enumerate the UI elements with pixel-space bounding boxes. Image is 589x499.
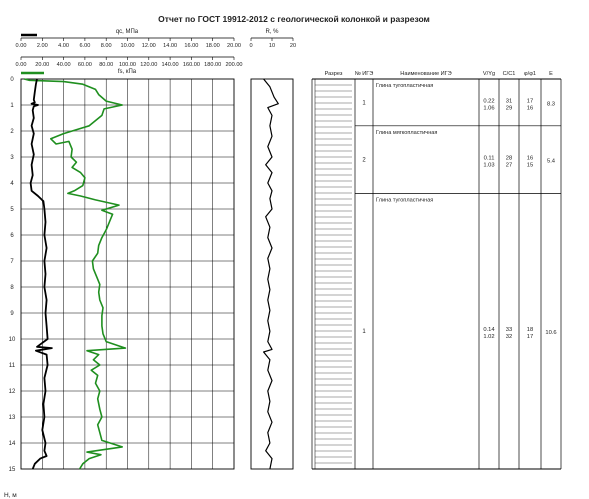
section-value-v: 0.11 bbox=[483, 155, 495, 162]
r-tick-label: 0 bbox=[249, 43, 253, 49]
depth-tick-label: 4 bbox=[10, 181, 14, 187]
qc-tick-label: 6.00 bbox=[79, 43, 91, 49]
section-value-c1: 32 bbox=[505, 334, 513, 341]
section-value-e: 5.4 bbox=[546, 158, 556, 165]
section-value-phi: 17 bbox=[526, 98, 534, 105]
qc-tick-label: 12.00 bbox=[141, 43, 156, 49]
report-title: Отчет по ГОСТ 19912-2012 с геологической колонкой и разрезом bbox=[158, 14, 430, 24]
r-axis-label: R, % bbox=[265, 29, 279, 35]
qc-axis-label: qc, МПа bbox=[115, 29, 139, 35]
depth-tick-label: 8 bbox=[10, 285, 14, 291]
section-column-header: Наименование ИГЭ bbox=[400, 71, 452, 77]
r-tick-label: 10 bbox=[268, 43, 276, 49]
section-value-v: 0.14 bbox=[483, 327, 495, 334]
main-chart bbox=[9, 29, 243, 473]
section-value-phi: 18 bbox=[526, 327, 534, 334]
depth-tick-label: 14 bbox=[8, 441, 16, 447]
section-value-phi: 16 bbox=[526, 155, 534, 162]
depth-tick-label: 7 bbox=[10, 259, 14, 265]
depth-tick-label: 5 bbox=[10, 207, 14, 213]
qc-tick-label: 0.00 bbox=[15, 43, 27, 49]
qc-tick-label: 20.00 bbox=[227, 43, 241, 49]
fs-tick-label: 120.00 bbox=[140, 62, 158, 68]
depth-tick-label: 1 bbox=[10, 103, 14, 109]
section-soil-name: Глина тугопластичная bbox=[376, 197, 434, 204]
depth-tick-label: 11 bbox=[8, 363, 16, 369]
r-series-line bbox=[264, 79, 279, 469]
section-value-e: 10.6 bbox=[545, 330, 557, 337]
section-value-yg: 1.02 bbox=[483, 334, 495, 341]
fs-tick-label: 80.00 bbox=[99, 62, 114, 68]
qc-tick-label: 4.00 bbox=[58, 43, 70, 49]
fs-axis-label: fs, кПа bbox=[117, 69, 137, 75]
section-ige-number: 2 bbox=[362, 157, 366, 164]
fs-tick-label: 60.00 bbox=[77, 62, 92, 68]
section-soil-name: Глина мягкопластичная bbox=[376, 129, 438, 136]
r-tick-label: 20 bbox=[289, 43, 297, 49]
section-value-c: 31 bbox=[505, 98, 513, 105]
fs-tick-label: 200.00 bbox=[225, 62, 243, 68]
depth-tick-label: 15 bbox=[8, 467, 16, 473]
section-soil-name: Глина тугопластичная bbox=[376, 83, 434, 89]
fs-series-line bbox=[24, 79, 125, 469]
qc-tick-label: 16.00 bbox=[184, 43, 199, 49]
depth-tick-label: 12 bbox=[8, 389, 16, 395]
section-column-header: № ИГЭ bbox=[354, 71, 374, 77]
section-value-v: 0.22 bbox=[483, 98, 495, 105]
section-column-header: C/C1 bbox=[502, 71, 516, 77]
depth-tick-label: 6 bbox=[10, 233, 14, 239]
fs-tick-label: 20.00 bbox=[35, 62, 50, 68]
section-value-c: 28 bbox=[505, 155, 513, 162]
section-column-header: E bbox=[549, 71, 553, 77]
section-value-c1: 27 bbox=[505, 162, 513, 169]
fs-tick-label: 180.00 bbox=[204, 62, 222, 68]
fs-tick-label: 40.00 bbox=[56, 62, 71, 68]
section-column-header: V/Yg bbox=[482, 71, 496, 77]
section-value-e: 8.3 bbox=[546, 101, 556, 108]
depth-tick-label: 0 bbox=[10, 77, 14, 83]
fs-tick-label: 160.00 bbox=[182, 62, 200, 68]
fs-tick-label: 0.00 bbox=[15, 62, 27, 68]
section-ige-number: 1 bbox=[362, 329, 366, 336]
section-value-yg: 1.06 bbox=[483, 105, 495, 112]
section-value-phi1: 17 bbox=[526, 334, 534, 341]
qc-tick-label: 10.00 bbox=[120, 43, 135, 49]
fs-tick-label: 100.00 bbox=[118, 62, 137, 68]
depth-axis-footer: Н, м bbox=[4, 492, 17, 499]
qc-tick-label: 14.00 bbox=[163, 43, 178, 49]
section-value-yg: 1.03 bbox=[483, 162, 495, 169]
qc-tick-label: 18.00 bbox=[205, 43, 220, 49]
depth-tick-label: 10 bbox=[8, 337, 16, 343]
qc-tick-label: 2.00 bbox=[36, 43, 48, 49]
section-ige-number: 1 bbox=[362, 100, 366, 107]
depth-tick-label: 3 bbox=[10, 155, 14, 161]
section-column-header: Разрез bbox=[324, 71, 343, 77]
fs-tick-label: 140.00 bbox=[161, 62, 179, 68]
section-value-phi1: 15 bbox=[526, 162, 534, 169]
section-column-header: φ/φ1 bbox=[524, 71, 536, 77]
qc-tick-label: 8.00 bbox=[100, 43, 112, 49]
section-value-c: 33 bbox=[505, 327, 513, 334]
depth-tick-label: 9 bbox=[10, 311, 14, 317]
section-value-phi1: 16 bbox=[526, 105, 534, 112]
section-value-c1: 29 bbox=[505, 105, 513, 112]
depth-tick-label: 13 bbox=[8, 415, 16, 421]
qc-series-line bbox=[31, 79, 52, 469]
depth-tick-label: 2 bbox=[10, 129, 14, 135]
geology-section-table bbox=[312, 71, 561, 469]
friction-ratio-chart bbox=[249, 29, 296, 469]
